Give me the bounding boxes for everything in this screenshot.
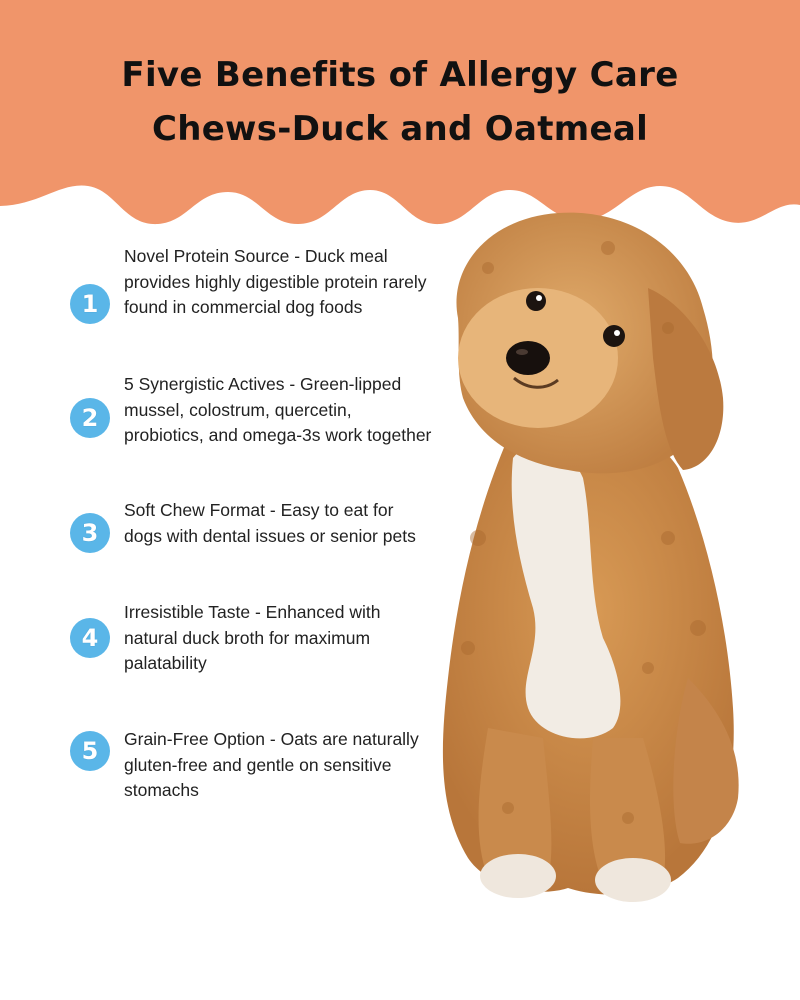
benefit-text-5: Grain-Free Option - Oats are naturally gluten-free and gentle on sensitive stomachs	[124, 729, 419, 800]
benefit-item-5	[0, 727, 440, 827]
number-4: 4	[81, 624, 99, 652]
benefit-item-3	[0, 498, 440, 598]
number-1: 1	[81, 290, 99, 318]
number-badge-3	[70, 513, 110, 553]
benefit-item-1	[0, 244, 440, 344]
number-badge-4	[70, 618, 110, 658]
number-5: 5	[81, 737, 99, 765]
title-line-2: Chews-Duck and Oatmeal	[151, 109, 649, 149]
page-title	[0, 48, 800, 156]
number-3: 3	[81, 519, 99, 547]
benefit-text-3: Soft Chew Format - Easy to eat for dogs with dental issues or senior pets	[124, 500, 416, 546]
benefit-item-2	[0, 372, 440, 472]
number-badge-5	[70, 731, 110, 771]
number-badge-1	[70, 284, 110, 324]
number-badge-2	[70, 398, 110, 438]
number-2: 2	[81, 404, 99, 432]
benefit-text-2: 5 Synergistic Actives - Green-lipped mussel, colostrum, quercetin, probiotics, and omega-3s work together	[124, 374, 432, 445]
benefit-item-4	[0, 600, 440, 700]
title-line-1: Five Benefits of Allergy Care	[121, 55, 679, 95]
benefit-text-4: Irresistible Taste - Enhanced with natural duck broth for maximum palatability	[124, 602, 381, 673]
benefit-text-1: Novel Protein Source - Duck meal provides highly digestible protein rarely found in commercial dog foods	[124, 246, 427, 317]
dog-illustration	[418, 208, 758, 908]
dog-image	[418, 208, 758, 908]
